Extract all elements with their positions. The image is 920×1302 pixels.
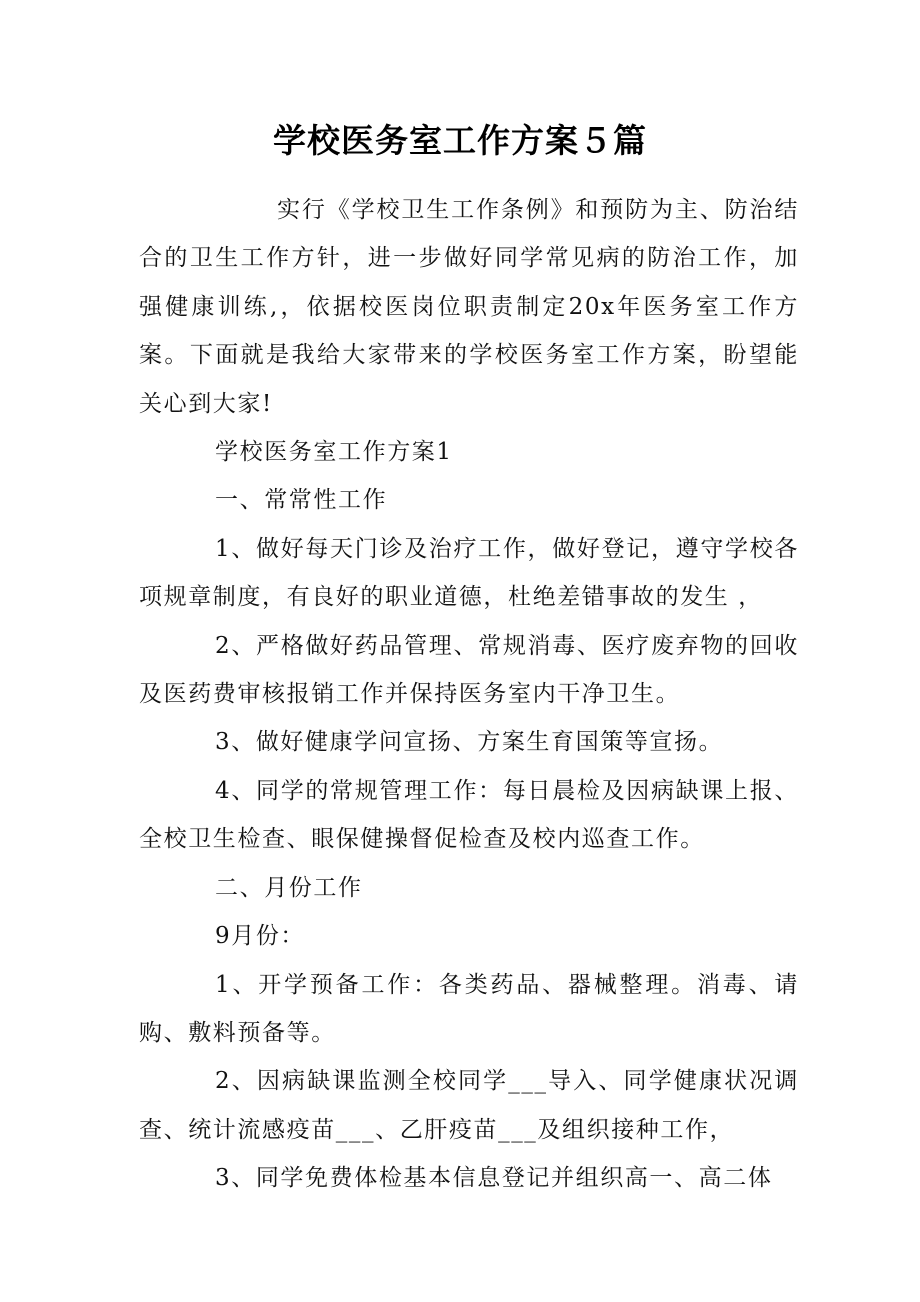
list-item: 3、同学免费体检基本信息登记并组织高一、高二体 xyxy=(215,1165,773,1192)
document-title: 学校医务室工作方案５篇 xyxy=(273,121,647,160)
list-item: 3、做好健康学问宣扬、方案生育国策等宣扬。 xyxy=(215,729,724,756)
intro-paragraph: 实行《学校卫生工作条例》和预防为主、防治结合的卫生工作方针，进一步做好同学常见病的防治工作，加强健康训练,，依据校医岗位职责制定20x年医务室工作方案。下面就是我给大家带来的学校医务室工作方案，盼望能关心到大家! xyxy=(139,197,799,417)
month-heading: 9月份： xyxy=(215,923,306,950)
subsection-heading: 二、月份工作 xyxy=(215,874,363,901)
list-item: 2、严格做好药品管理、常规消毒、医疗废弃物的回收及医药费审核报销工作并保持医务室内干净卫生。 xyxy=(139,632,799,708)
list-item: 4、同学的常规管理工作：每日晨检及因病缺课上报、全校卫生检查、眼保健操督促检查及校内巡查工作。 xyxy=(139,777,799,853)
list-item: 1、开学预备工作：各类药品、器械整理。消毒、请购、敷料预备等。 xyxy=(139,971,799,1046)
list-item: 1、做好每天门诊及治疗工作，做好登记，遵守学校各项规章制度，有良好的职业道德，杜绝差错事故的发生 ， xyxy=(139,535,799,611)
section-heading: 学校医务室工作方案1 xyxy=(215,439,453,466)
list-item: 2、因病缺课监测全校同学___导入、同学健康状况调查、统计流感疫苗___、乙肝疫苗___及组织接种工作， xyxy=(139,1068,799,1143)
document-body xyxy=(139,186,799,1203)
subsection-heading: 一、常常性工作 xyxy=(215,487,388,514)
